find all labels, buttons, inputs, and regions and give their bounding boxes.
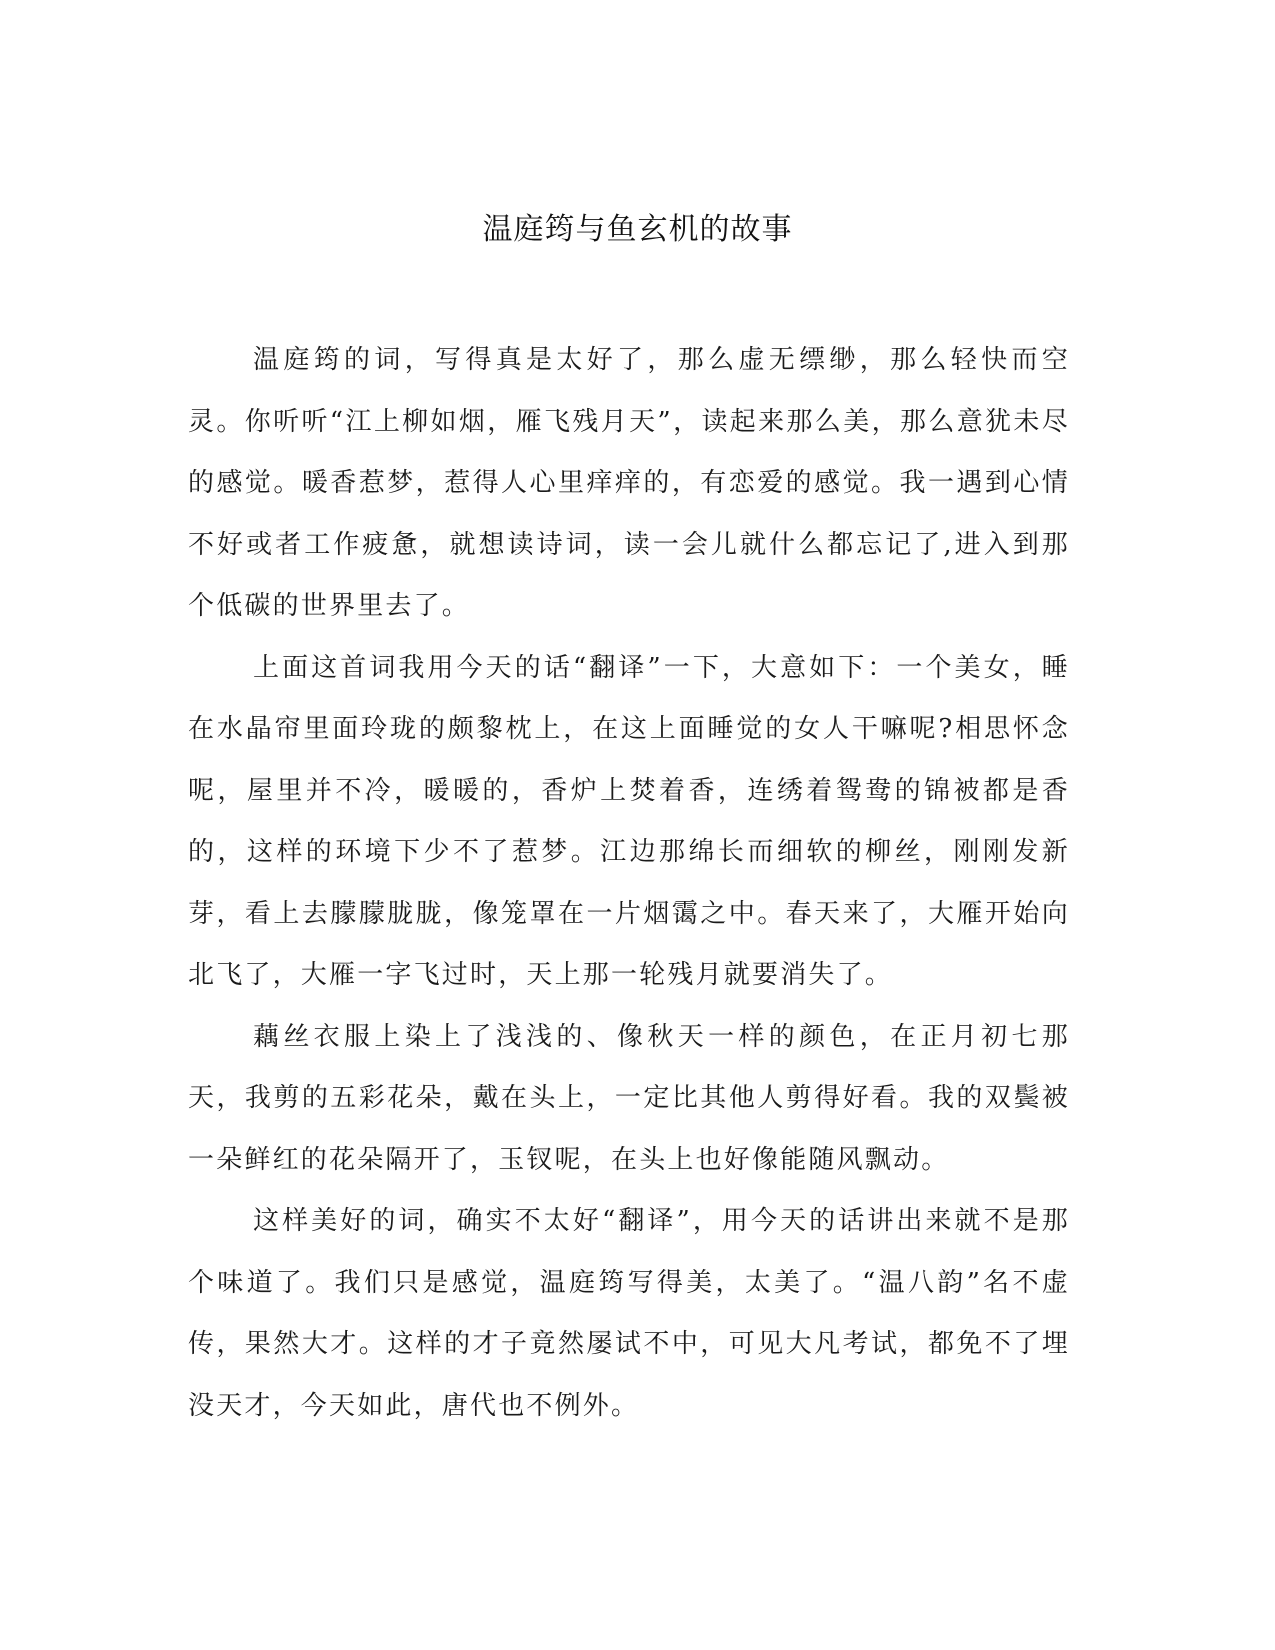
document-title: 温庭筠与鱼玄机的故事 [482, 212, 793, 247]
paragraph-1: 温庭筠的词，写得真是太好了，那么虚无缥缈，那么轻快而空灵。你听听“江上柳如烟，雁飞残月天”，读起来那么美，那么意犹未尽的感觉。暖香惹梦，惹得人心里痒痒的，有恋爱的感觉。我一遇到心情不好或者工作疲惫，就想读诗词，读一会儿就什么都忘记了,进入到那个低碳的世界里去了。 [188, 345, 1070, 621]
document-body [188, 330, 1070, 1437]
paragraph-3: 藕丝衣服上染上了浅浅的、像秋天一样的颜色，在正月初七那天，我剪的五彩花朵，戴在头上，一定比其他人剪得好看。我的双鬓被一朵鲜红的花朵隔开了，玉钗呢，在头上也好像能随风飘动。 [188, 1021, 1070, 1175]
paragraph-2: 上面这首词我用今天的话“翻译”一下，大意如下：一个美女，睡在水晶帘里面玲珑的颇黎枕上，在这上面睡觉的女人干嘛呢?相思怀念呢，屋里并不冷，暖暖的，香炉上焚着香，连绣着鸳鸯的锦被都是香的，这样的环境下少不了惹梦。江边那绵长而细软的柳丝，刚刚发新芽，看上去朦朦胧胧，像笼罩在一片烟霭之中。春天来了，大雁开始向北飞了，大雁一字飞过时，天上那一轮残月就要消失了。 [188, 652, 1070, 990]
paragraph-4: 这样美好的词，确实不太好“翻译”，用今天的话讲出来就不是那个味道了。我们只是感觉，温庭筠写得美，太美了。“温八韵”名不虚传，果然大才。这样的才子竟然屡试不中，可见大凡考试，都免不了埋没天才，今天如此，唐代也不例外。 [188, 1206, 1070, 1421]
